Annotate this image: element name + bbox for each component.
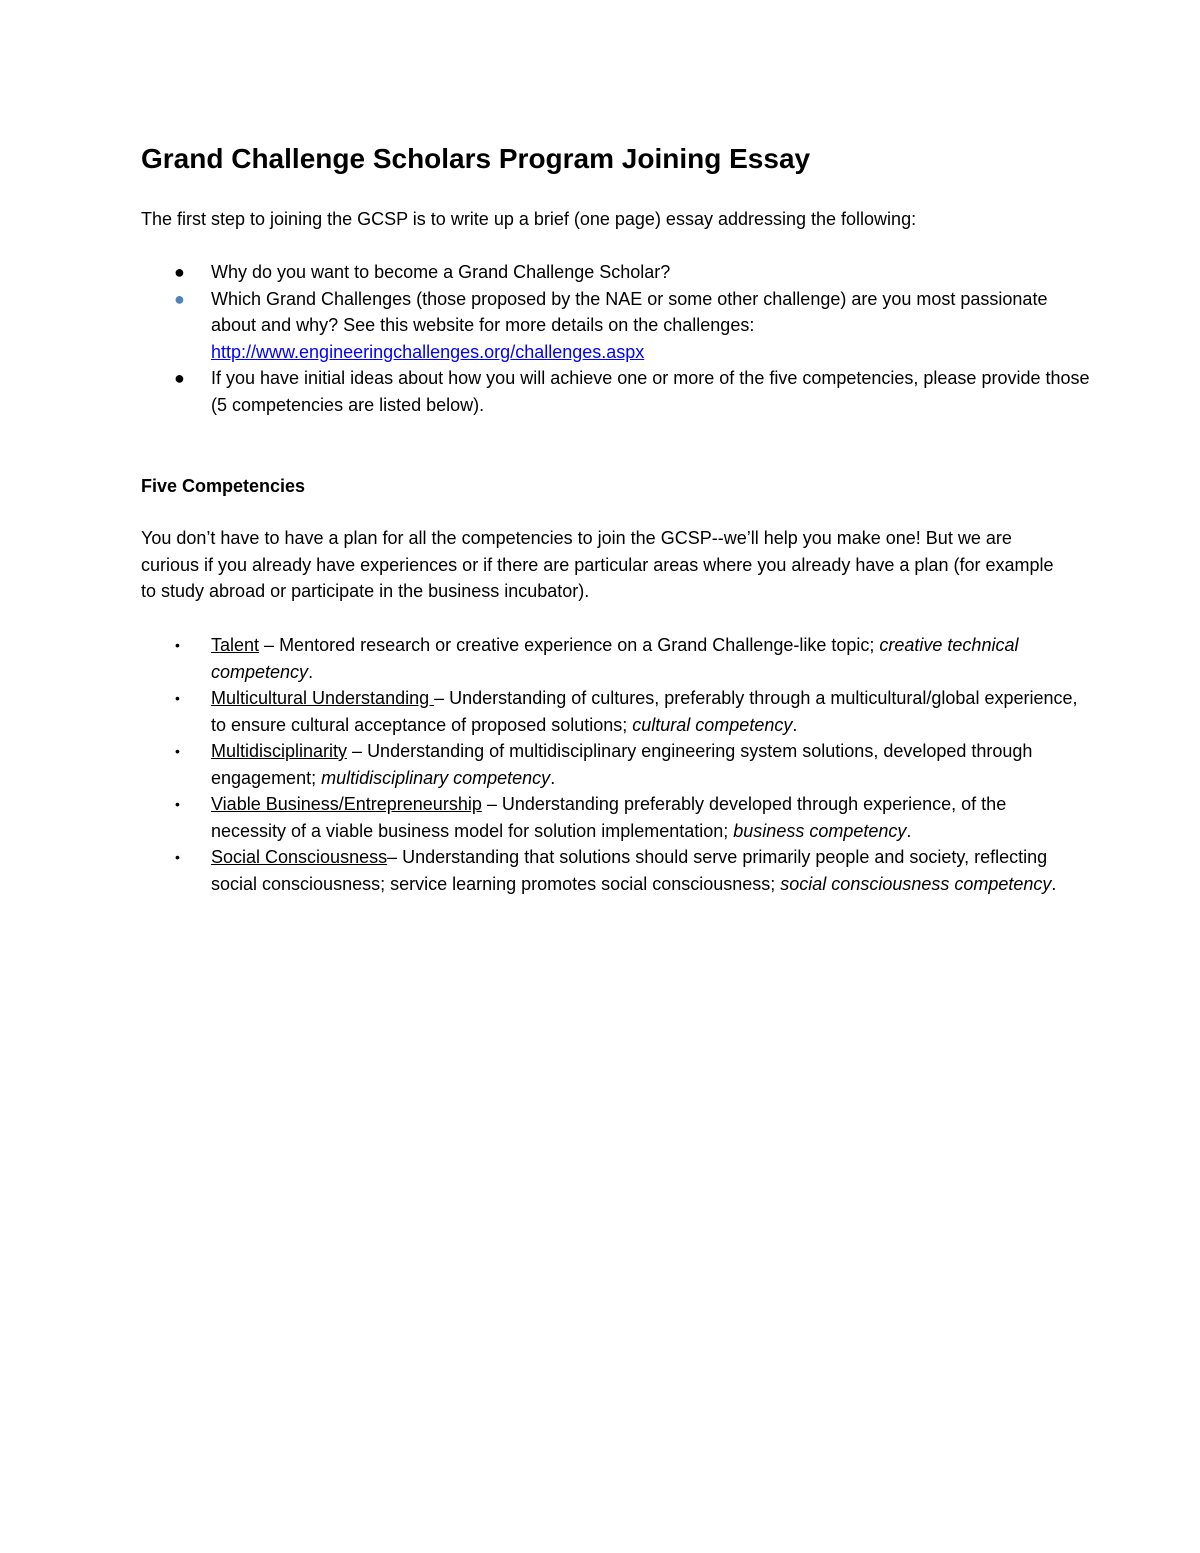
competencies-intro-paragraph: You don’t have to have a plan for all the competencies to join the GCSP--we’ll help you make one! But we are curious if you already have experiences or if there are particular areas where you already have a plan (for example to study abroad or participate in the business incubator). (141, 528, 1054, 601)
question-item (174, 259, 1091, 286)
competency-term: Viable Business/Entrepreneurship (211, 794, 482, 814)
competency-end: . (906, 820, 912, 841)
competency-name: business competency (733, 820, 907, 841)
competencies-heading: Five Competencies (141, 476, 306, 496)
competency-term: Talent (211, 635, 260, 655)
question-item (174, 365, 1091, 418)
competency-description: Mentored research or creative experience on a Grand Challenge-like topic; (279, 635, 880, 655)
competency-description: Understanding that solutions should serve primarily people and society, reflecting social consciousness; service learning promotes social consciousness; (211, 847, 1048, 894)
competency-end: . (550, 767, 556, 788)
competency-name: multidisciplinary competency (321, 767, 551, 788)
competency-description: Understanding of multidisciplinary engineering system solutions, developed through engagement; (211, 741, 1033, 788)
question-text: Why do you want to become a Grand Challenge Scholar? (211, 262, 671, 282)
competency-separator: – (259, 635, 280, 655)
bullet-icon: • (175, 690, 180, 706)
competency-name: creative technical competency (211, 635, 1019, 682)
competency-item (175, 632, 1081, 685)
bullet-icon: • (175, 743, 180, 759)
question-text: If you have initial ideas about how you will achieve one or more of the five competencies, please provide those (5 competencies are listed below). (211, 368, 1090, 415)
competency-item (175, 685, 1081, 738)
competency-name: cultural competency (632, 714, 793, 735)
essay-questions-list (174, 259, 1091, 418)
competency-separator: – (347, 741, 368, 761)
competencies-list (175, 632, 1081, 897)
competency-item (175, 738, 1081, 791)
competency-description: Understanding of cultures, preferably through a multicultural/global experience, to ensure cultural acceptance of proposed solutions; (211, 688, 1078, 735)
question-item (174, 286, 1091, 366)
competency-end: . (308, 661, 314, 682)
competency-term: Social Consciousness (211, 847, 388, 867)
bullet-icon: • (175, 796, 180, 812)
competency-end: . (792, 714, 798, 735)
competency-item (175, 791, 1081, 844)
bullet-icon: ● (174, 368, 185, 388)
competency-separator: – (481, 794, 502, 814)
bullet-icon: ● (174, 262, 185, 282)
challenges-website-link[interactable]: http://www.engineeringchallenges.org/challenges.aspx (211, 341, 645, 362)
competency-term: Multidisciplinarity (211, 741, 348, 761)
bullet-icon: ● (174, 288, 185, 309)
competency-separator: – (387, 847, 403, 867)
document-title: Grand Challenge Scholars Program Joining Essay (141, 143, 811, 174)
competency-name: social consciousness competency (780, 873, 1052, 894)
question-text: Which Grand Challenges (those proposed by the NAE or some other challenge) are you most passionate about and why? See this website for more details on the challenges: (211, 288, 1048, 335)
bullet-icon: • (175, 849, 180, 865)
competency-separator: – (434, 688, 450, 708)
bullet-icon: • (175, 637, 180, 653)
competency-term: Multicultural Understanding (211, 688, 435, 708)
competency-end: . (1051, 873, 1057, 894)
competency-description: Understanding preferably developed through experience, of the necessity of a viable business model for solution implementation; (211, 794, 1007, 841)
competency-item (175, 844, 1081, 897)
intro-paragraph: The first step to joining the GCSP is to write up a brief (one page) essay addressing the following: (141, 209, 917, 229)
